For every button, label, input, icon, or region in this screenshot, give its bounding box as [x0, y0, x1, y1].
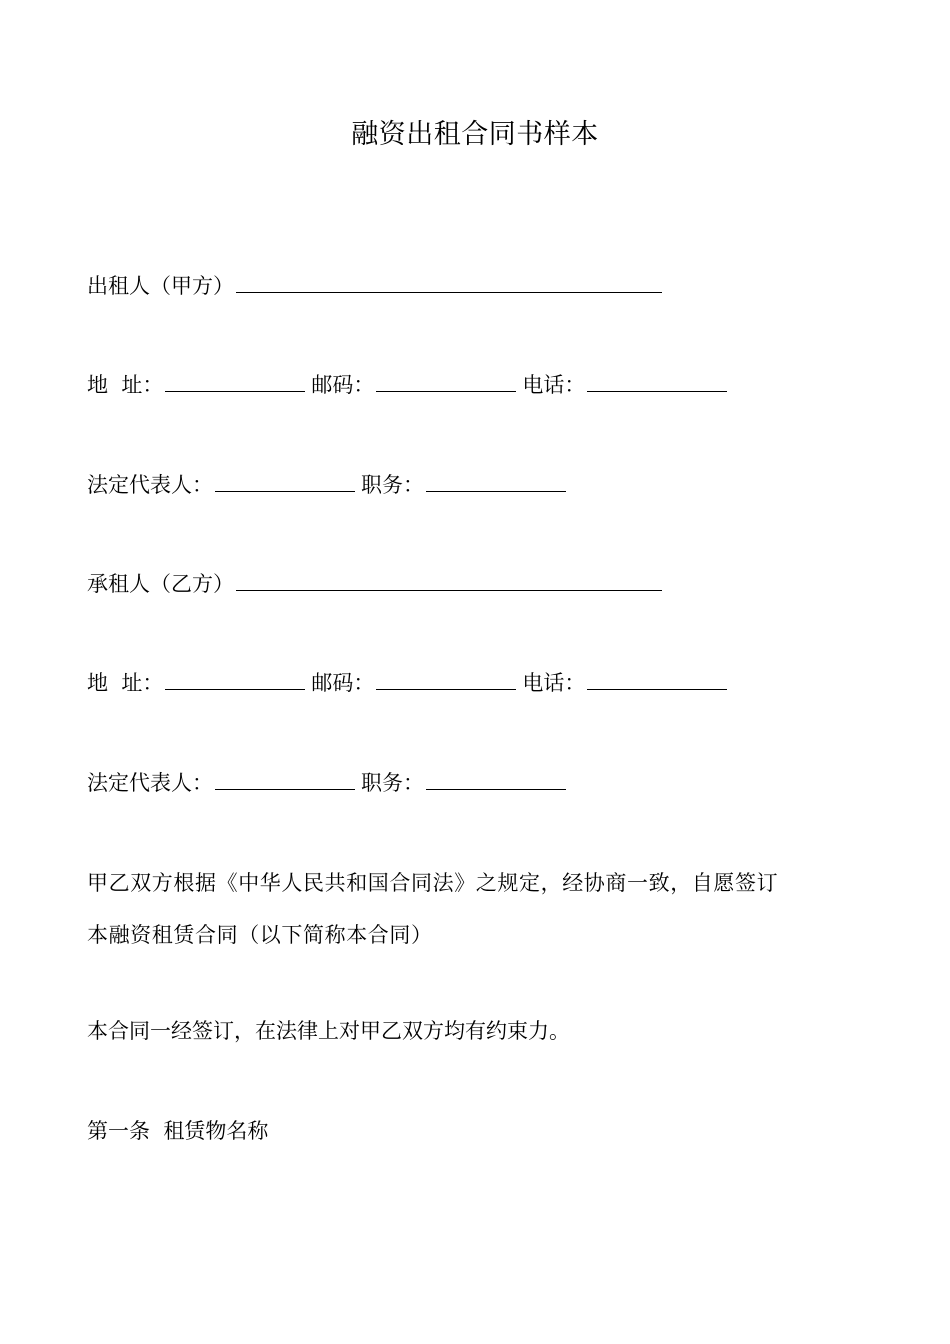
preamble-line-2: 本融资租赁合同（以下简称本合同）: [87, 923, 433, 947]
lessor-rep-line: [87, 469, 572, 500]
lessor-label: 出租人（甲方）: [87, 274, 234, 298]
lessor-line: [87, 270, 668, 301]
lessee-position-blank: [426, 767, 566, 790]
lessee-rep-line: [87, 767, 572, 798]
lessor-phone-blank: [587, 369, 727, 392]
lessee-position-label: 职务：: [361, 771, 424, 795]
lessee-postcode-label: 邮码：: [311, 671, 375, 695]
lessor-rep-label: 法定代表人：: [87, 473, 213, 497]
lessor-phone-label: 电话：: [522, 373, 586, 397]
lessee-label: 承租人（乙方）: [87, 572, 234, 596]
lessee-address-label: 地 址：: [87, 671, 164, 695]
lessor-address-blank: [165, 369, 305, 392]
article-1-heading: 第一条 租赁物名称: [87, 1119, 269, 1143]
lessee-address-blank: [165, 667, 305, 690]
lessor-address-label: 地 址：: [87, 373, 164, 397]
lessee-contact-line: [87, 667, 733, 698]
binding-statement: 本合同一经签订，在法律上对甲乙双方均有约束力。: [87, 1019, 570, 1043]
lessee-postcode-blank: [376, 667, 516, 690]
lessee-phone-blank: [587, 667, 727, 690]
lessor-postcode-blank: [376, 369, 516, 392]
document-title: 融资出租合同书样本: [351, 119, 599, 150]
lessor-position-label: 职务：: [361, 473, 424, 497]
lessee-name-blank: [236, 568, 662, 591]
preamble-line-1: 甲乙双方根据《中华人民共和国合同法》之规定，经协商一致，自愿签订: [87, 871, 779, 895]
lessee-rep-label: 法定代表人：: [87, 771, 213, 795]
lessor-name-blank: [236, 270, 662, 293]
lessor-contact-line: [87, 369, 733, 400]
lessee-rep-blank: [215, 767, 355, 790]
lessee-phone-label: 电话：: [522, 671, 586, 695]
lessor-rep-blank: [215, 469, 355, 492]
lessor-postcode-label: 邮码：: [311, 373, 375, 397]
lessee-line: [87, 568, 668, 599]
lessor-position-blank: [426, 469, 566, 492]
preamble-paragraph: [87, 857, 867, 961]
